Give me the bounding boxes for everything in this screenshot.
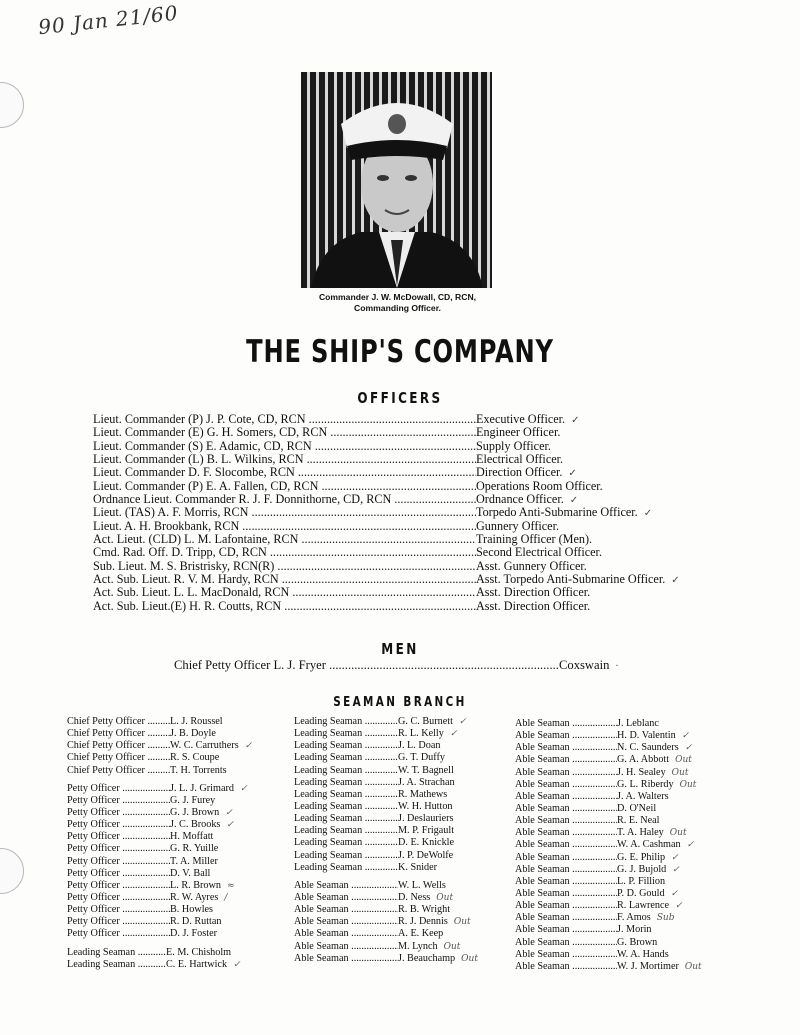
handwritten-mark: ✓: [675, 901, 683, 912]
crew-name: R. J. Dennis Out: [398, 916, 471, 928]
crew-rank: Able Seaman .....: [515, 876, 617, 888]
crew-rank: Able Seaman .....: [294, 953, 398, 965]
crew-rank: Able Seaman .....: [515, 839, 617, 851]
crew-rank: Leading Seaman .....: [294, 813, 398, 825]
crew-rank: Petty Officer .....: [67, 807, 170, 819]
officers-heading: OFFICERS: [357, 389, 443, 407]
crew-name: P. D. Gould ✓: [617, 887, 679, 899]
crew-rank: Petty Officer .....: [67, 904, 170, 916]
officer-name: Ordnance Lieut. Commander R. J. F. Donnithorne, CD, RCN .....: [93, 493, 476, 506]
crew-rank: Petty Officer .....: [67, 916, 170, 928]
crew-rank: Able Seaman .....: [294, 941, 398, 953]
handwritten-mark: Out: [461, 953, 478, 964]
punch-hole: [0, 82, 24, 128]
handwritten-mark: Out: [443, 941, 461, 952]
handwritten-mark: Out: [436, 892, 454, 903]
crew-name: J. L. Doan: [398, 740, 441, 752]
handwritten-mark: Out: [669, 828, 687, 839]
crew-name: R. E. Neal: [617, 815, 660, 827]
handwritten-mark: ✓: [226, 820, 234, 831]
handwritten-mark: ✓: [684, 743, 693, 754]
crew-rank: Able Seaman .....: [294, 928, 398, 940]
crew-name: K. Snider: [398, 861, 438, 873]
crew-name: R. S. Coupe: [170, 752, 220, 764]
officer-duty: Second Electrical Officer.: [476, 545, 602, 560]
officer-name: Act. Sub. Lieut. L. L. MacDonald, RCN .....: [93, 586, 476, 599]
coxswain-name: Chief Petty Officer L. J. Fryer .....: [174, 658, 559, 673]
crew-rank: Able Seaman .....: [515, 718, 617, 730]
crew-name: G. E. Philip ✓: [617, 851, 679, 863]
handwritten-mark: ✓: [686, 840, 695, 851]
crew-rank: Able Seaman .....: [515, 742, 617, 754]
crew-rank: Chief Petty Officer .....: [67, 765, 170, 777]
crew-rank: Able Seaman .....: [515, 912, 617, 924]
crew-rank: Able Seaman .....: [294, 916, 398, 928]
officer-name: Lieut. (TAS) A. F. Morris, RCN .....: [93, 506, 476, 519]
officer-name: Lieut. Commander (E) G. H. Somers, CD, RCN .....: [93, 426, 476, 439]
crew-name: R. W. Ayres /: [170, 891, 228, 903]
crew-name: W. C. Carruthers ✓: [170, 740, 253, 752]
handwritten-mark: Out: [671, 767, 689, 778]
officer-name: Lieut. Commander (P) E. A. Fallen, CD, RCN .....: [93, 480, 476, 493]
officer-duty: Gunnery Officer.: [476, 518, 560, 533]
crew-rank: Petty Officer .....: [67, 892, 170, 904]
coxswain-row: [174, 658, 619, 673]
crew-name: J. Leblanc: [617, 718, 659, 729]
handwritten-mark: ✓: [225, 807, 233, 818]
crew-rank: Leading Seaman .....: [294, 801, 398, 813]
crew-name: F. Amos Sub: [617, 912, 675, 924]
crew-rank: Leading Seaman .....: [67, 959, 166, 971]
officer-duty: Supply Officer.: [476, 438, 551, 453]
handwritten-mark: /: [224, 892, 228, 903]
crew-name: R. Mathews: [398, 788, 448, 800]
crew-rank: Able Seaman .....: [515, 803, 617, 815]
crew-name: D. Ness Out: [398, 891, 454, 903]
crew-name: W. L. Wells: [398, 879, 446, 891]
crew-name: T. A. Haley Out: [617, 827, 687, 839]
officer-duty: Training Officer (Men).: [476, 532, 593, 547]
crew-rank: Petty Officer .....: [67, 783, 170, 795]
crew-name: D. J. Foster: [170, 928, 217, 940]
handwritten-mark: ✓: [449, 729, 458, 740]
crew-rank: Able Seaman .....: [515, 937, 617, 949]
crew-name: J. Deslauriers: [398, 813, 454, 825]
caption-line: Commanding Officer.: [354, 303, 441, 313]
crew-name: H. D. Valentin ✓: [617, 730, 690, 742]
officer-duty: Engineer Officer.: [476, 425, 561, 440]
crew-name: J. H. Sealey Out: [617, 766, 689, 778]
crew-name: G. J. Bujold ✓: [617, 863, 680, 875]
crew-rank: Able Seaman .....: [515, 888, 617, 900]
photo-caption: [250, 292, 545, 314]
caption-line: Commander J. W. McDowall, CD, RCN,: [318, 292, 477, 302]
officer-name: Lieut. Commander (S) E. Adamic, CD, RCN .....: [93, 440, 476, 453]
crew-name: W. H. Hutton: [398, 800, 453, 812]
officer-duty: Operations Room Officer.: [476, 478, 603, 493]
handwritten-mark: Sub: [656, 913, 675, 924]
crew-rank: Chief Petty Officer .....: [67, 740, 170, 752]
crew-name: G. R. Yuille: [170, 843, 219, 855]
officer-name: Lieut. A. H. Brookbank, RCN .....: [93, 520, 476, 533]
crew-name: J. P. DeWolfe: [398, 849, 454, 861]
crew-rank: Able Seaman .....: [515, 815, 617, 827]
handwritten-mark: ✓: [233, 959, 241, 970]
crew-rank: Chief Petty Officer .....: [67, 752, 170, 764]
crew-name: J. B. Doyle: [170, 728, 216, 740]
crew-rank: Petty Officer .....: [67, 928, 170, 940]
crew-rank: Leading Seaman .....: [294, 716, 398, 728]
coxswain-duty: Coxswain: [559, 658, 610, 672]
crew-name: D. V. Ball: [170, 867, 211, 879]
page-title: THE SHIP'S COMPANY: [246, 334, 554, 370]
crew-rank: Able Seaman .....: [294, 880, 398, 892]
coxswain-tick: ·: [615, 661, 619, 672]
handwritten-mark: ✓: [458, 717, 467, 727]
officer-duty: Torpedo Anti-Submarine Officer. ✓: [476, 505, 653, 520]
crew-rank: Able Seaman .....: [515, 779, 617, 791]
crew-name: L. P. Fillion: [617, 875, 666, 887]
crew-rank: Able Seaman .....: [515, 827, 617, 839]
crew-name: D. O'Neil: [617, 802, 657, 814]
crew-rank: Chief Petty Officer .....: [67, 716, 170, 728]
crew-rank: Able Seaman .....: [515, 961, 617, 973]
men-heading: MEN: [381, 640, 419, 658]
crew-name: M. P. Frigault: [398, 825, 455, 837]
crew-name: E. M. Chisholm: [166, 946, 232, 958]
crew-name: D. E. Knickle: [398, 837, 455, 849]
crew-rank: Able Seaman .....: [515, 949, 617, 961]
crew-rank: Leading Seaman .....: [294, 825, 398, 837]
crew-rank: Leading Seaman .....: [294, 728, 398, 740]
handwritten-note: 90 Jan 21/60: [37, 0, 180, 40]
seaman-branch-heading: SEAMAN BRANCH: [333, 695, 467, 710]
crew-rank: Leading Seaman .....: [294, 740, 398, 752]
officer-duty: Asst. Gunnery Officer.: [476, 558, 587, 573]
crew-rank: Petty Officer .....: [67, 819, 170, 831]
crew-name: T. H. Torrents: [170, 764, 227, 776]
handwritten-mark: Out: [684, 961, 702, 972]
officer-duty: Executive Officer. ✓: [476, 412, 580, 426]
crew-rank: Able Seaman .....: [515, 864, 617, 876]
crew-name: G. J. Furey: [170, 794, 216, 806]
crew-rank: Petty Officer .....: [67, 868, 170, 880]
crew-name: G. C. Burnett ✓: [398, 716, 467, 727]
officer-duty: Direction Officer. ✓: [476, 465, 577, 480]
officer-name: Act. Sub. Lieut. R. V. M. Hardy, RCN .....: [93, 573, 476, 586]
crew-rank: Leading Seaman .....: [294, 765, 398, 777]
crew-name: J. Beauchamp Out: [398, 952, 478, 964]
crew-rank: Chief Petty Officer .....: [67, 728, 170, 740]
officer-duty: Asst. Direction Officer.: [476, 598, 591, 613]
crew-name: L. J. Roussel: [170, 716, 223, 727]
handwritten-mark: ✓: [681, 731, 690, 742]
crew-rank: Able Seaman .....: [515, 767, 617, 779]
punch-hole: [0, 848, 24, 894]
handwritten-mark: ✓: [672, 864, 680, 875]
officer-duty: Asst. Torpedo Anti-Submarine Officer. ✓: [476, 572, 680, 587]
crew-name: R. B. Wright: [398, 904, 451, 916]
crew-name: J. L. J. Grimard ✓: [170, 782, 248, 794]
crew-name: G. J. Brown ✓: [170, 806, 233, 818]
officer-duty: Asst. Direction Officer.: [476, 585, 591, 600]
officer-duty: Ordnance Officer. ✓: [476, 492, 579, 507]
crew-name: M. Lynch Out: [398, 940, 461, 952]
officer-name: Lieut. Commander (P) J. P. Cote, CD, RCN .....: [93, 413, 476, 426]
handwritten-mark: ✓: [239, 783, 248, 794]
crew-rank: Leading Seaman .....: [294, 752, 398, 764]
crew-name: G. A. Abbott Out: [617, 754, 692, 766]
crew-rank: Able Seaman .....: [515, 791, 617, 803]
crew-name: L. R. Brown ≈: [170, 879, 235, 891]
handwritten-mark: ≈: [226, 880, 235, 891]
crew-name: C. E. Hartwick ✓: [166, 958, 241, 970]
crew-rank: Leading Seaman .....: [294, 837, 398, 849]
handwritten-mark: Out: [679, 779, 697, 790]
crew-name: A. E. Keep: [398, 928, 444, 940]
handwritten-mark: ✓: [671, 852, 679, 863]
officer-name: Cmd. Rad. Off. D. Tripp, CD, RCN .....: [93, 546, 476, 559]
crew-name: B. Howles: [170, 904, 214, 916]
crew-name: R. L. Kelly ✓: [398, 728, 458, 740]
officer-name: Act. Sub. Lieut.(E) H. R. Coutts, RCN .....: [93, 600, 476, 613]
crew-rank: Petty Officer .....: [67, 856, 170, 868]
crew-rank: Leading Seaman .....: [294, 862, 398, 874]
officer-name: Lieut. Commander D. F. Slocombe, RCN .....: [93, 466, 476, 479]
crew-name: G. T. Duffy: [398, 752, 445, 764]
crew-rank: Petty Officer .....: [67, 831, 170, 843]
crew-rank: Leading Seaman .....: [294, 777, 398, 789]
handwritten-mark: Out: [675, 755, 692, 766]
crew-name: J. C. Brooks ✓: [170, 819, 234, 831]
commanding-officer-photo: [301, 72, 492, 288]
crew-rank: Petty Officer .....: [67, 795, 170, 807]
crew-name: G. L. Riberdy Out: [617, 778, 697, 790]
handwritten-mark: Out: [453, 917, 471, 928]
crew-rank: Able Seaman .....: [515, 852, 617, 864]
crew-name: W. T. Bagnell: [398, 764, 454, 776]
crew-name: W. A. Cashman ✓: [617, 839, 695, 851]
crew-rank: Able Seaman .....: [515, 730, 617, 742]
crew-rank: Able Seaman .....: [294, 892, 398, 904]
crew-name: J. Morin: [617, 924, 652, 936]
crew-name: T. A. Miller: [170, 855, 218, 867]
crew-rank: Able Seaman .....: [515, 754, 617, 766]
officer-portrait: [301, 72, 492, 288]
crew-name: R. Lawrence ✓: [617, 900, 683, 912]
officer-duty: Electrical Officer.: [476, 452, 564, 467]
crew-rank: Able Seaman .....: [294, 904, 398, 916]
crew-rank: Leading Seaman .....: [67, 947, 166, 959]
officer-name: Lieut. Commander (L) B. L. Wilkins, RCN .....: [93, 453, 476, 466]
crew-name: N. C. Saunders ✓: [617, 742, 693, 754]
crew-rank: Leading Seaman .....: [294, 850, 398, 862]
crew-rank: Leading Seaman .....: [294, 789, 398, 801]
crew-name: J. A. Strachan: [398, 776, 455, 788]
crew-rank: Able Seaman .....: [515, 900, 617, 912]
crew-name: W. A. Hands: [617, 948, 669, 960]
handwritten-mark: ✓: [244, 741, 253, 752]
crew-rank: Petty Officer .....: [67, 880, 170, 892]
crew-name: H. Moffatt: [170, 831, 214, 843]
crew-name: W. J. Mortimer Out: [617, 960, 702, 972]
crew-name: J. A. Walters: [617, 790, 669, 802]
crew-name: G. Brown: [617, 936, 658, 948]
crew-rank: Able Seaman .....: [515, 924, 617, 936]
handwritten-mark: ✓: [670, 888, 679, 899]
crew-name: R. D. Ruttan: [170, 916, 222, 928]
officer-name: Sub. Lieut. M. S. Bristrisky, RCN(R) .....: [93, 560, 476, 573]
officer-name: Act. Lieut. (CLD) L. M. Lafontaine, RCN .....: [93, 533, 476, 546]
crew-rank: Petty Officer .....: [67, 843, 170, 855]
